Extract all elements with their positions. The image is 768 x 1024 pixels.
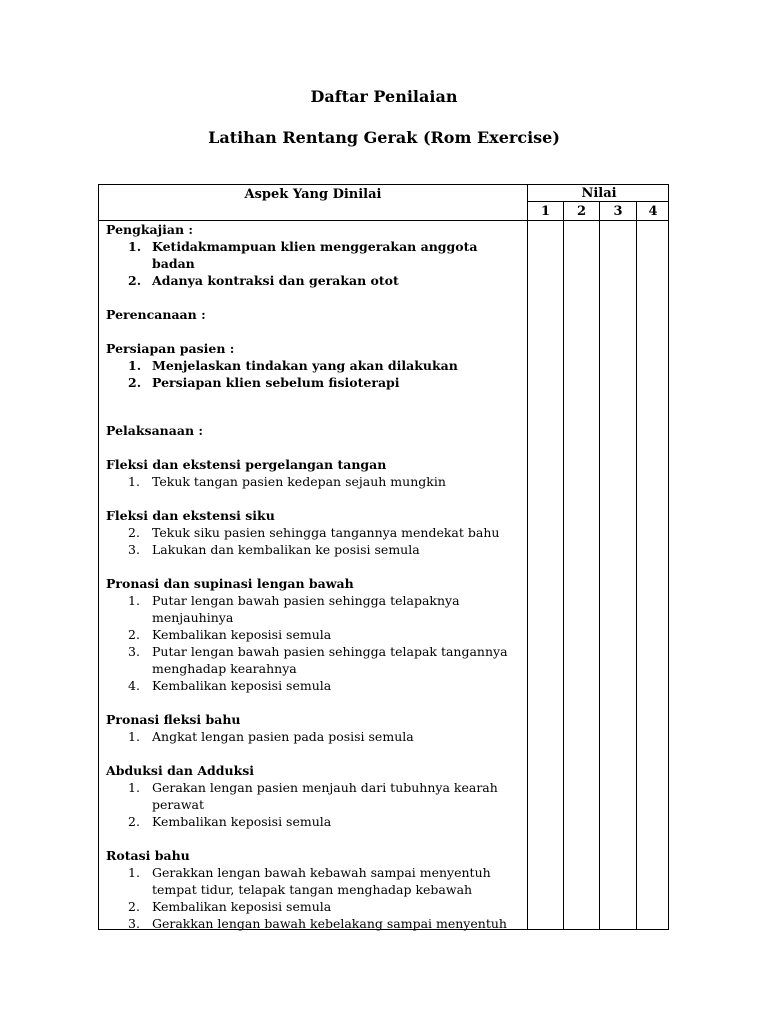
section-heading-fleksi-pergelangan: Fleksi dan ekstensi pergelangan tangan bbox=[106, 457, 387, 472]
score-column-1: 1 bbox=[540, 204, 551, 219]
column-divider bbox=[636, 202, 637, 929]
list-item: 4. Kembalikan keposisi semula bbox=[128, 678, 332, 693]
list-item: 2. Kembalikan keposisi semula bbox=[128, 899, 332, 914]
list-item: 2. Kembalikan keposisi semula bbox=[128, 814, 332, 829]
section-heading-persiapan: Persiapan pasien : bbox=[106, 341, 235, 356]
section-heading-rotasi-bahu: Rotasi bahu bbox=[106, 848, 190, 863]
header-aspek: Aspek Yang Dinilai bbox=[244, 187, 382, 202]
score-column-2: 2 bbox=[576, 204, 587, 219]
section-heading-pronasi-fleksi-bahu: Pronasi fleksi bahu bbox=[106, 712, 241, 727]
list-item: 2. Kembalikan keposisi semula bbox=[128, 627, 332, 642]
list-item: 3. Gerakkan lengan bawah kebelakang sampai menyentuh bbox=[128, 916, 507, 931]
column-divider bbox=[563, 202, 564, 929]
section-heading-perencanaan: Perencanaan : bbox=[106, 307, 206, 322]
list-item: 1. Menjelaskan tindakan yang akan dilakukan bbox=[128, 358, 458, 373]
column-divider bbox=[527, 185, 528, 929]
list-item: 2. Tekuk siku pasien sehingga tangannya mendekat bahu bbox=[128, 525, 500, 540]
section-heading-abduksi: Abduksi dan Adduksi bbox=[106, 763, 255, 778]
score-column-3: 3 bbox=[613, 204, 623, 219]
list-item: 3. Lakukan dan kembalikan ke posisi semula bbox=[128, 542, 420, 557]
list-item: 1. Gerakkan lengan bawah kebawah sampai menyentuh tempat tidur, telapak tangan menghadap kebawah bbox=[128, 865, 491, 897]
list-item: 1. Putar lengan bawah pasien sehingga telapaknya menjauhinya bbox=[128, 593, 460, 625]
document-title: Daftar Penilaian bbox=[310, 87, 458, 106]
list-item: 1. Angkat lengan pasien pada posisi semula bbox=[128, 729, 414, 744]
assessment-table bbox=[98, 184, 669, 930]
section-heading-pengkajian: Pengkajian : bbox=[106, 222, 194, 237]
section-heading-pronasi-supinasi: Pronasi dan supinasi lengan bawah bbox=[106, 576, 354, 591]
document-subtitle: Latihan Rentang Gerak (Rom Exercise) bbox=[208, 128, 560, 147]
section-heading-fleksi-siku: Fleksi dan ekstensi siku bbox=[106, 508, 275, 523]
column-divider bbox=[599, 202, 600, 929]
list-item: 1. Gerakan lengan pasien menjauh dari tubuhnya kearah perawat bbox=[128, 780, 498, 812]
list-item: 1. Ketidakmampuan klien menggerakan anggota badan bbox=[128, 239, 478, 271]
header-nilai: Nilai bbox=[581, 186, 617, 201]
section-heading-pelaksanaan: Pelaksanaan : bbox=[106, 423, 204, 438]
list-item: 1. Tekuk tangan pasien kedepan sejauh mungkin bbox=[128, 474, 446, 489]
score-column-4: 4 bbox=[648, 204, 658, 219]
aspect-list bbox=[106, 221, 524, 932]
list-item: 3. Putar lengan bawah pasien sehingga telapak tangannya menghadap kearahnya bbox=[128, 644, 508, 676]
list-item: 2. Adanya kontraksi dan gerakan otot bbox=[128, 273, 399, 288]
list-item: 2. Persiapan klien sebelum fisioterapi bbox=[128, 375, 400, 390]
